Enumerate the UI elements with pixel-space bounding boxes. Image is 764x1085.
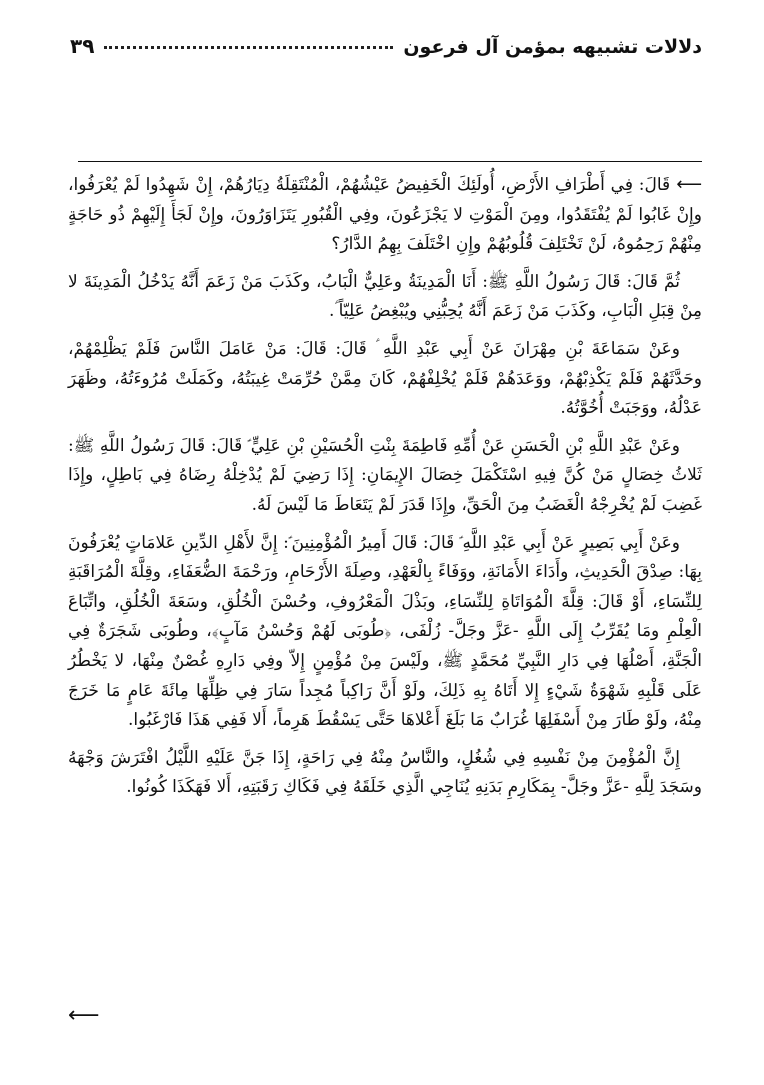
paragraph-3: وعَنْ سَمَاعَةَ بْنِ مِهْرَانَ عَنْ أَبِي عَبْدِ اللَّهِ ؑ قَالَ: قَالَ: مَنْ عَامَلَ النَّاسَ فَلَمْ يَظْلِمْهُمْ، وحَدَّثَهُمْ فَلَمْ يَكْذِبْهُمْ، ووَعَدَهُمْ فَلَمْ يُخْلِفْهُمْ، كَانَ مِمَّنْ حُرِّمَتْ غِيبَتُهُ، وكَمَلَتْ مُرُوءَتُهُ، وظَهَرَ عَدْلُهُ، ووَجَبَتْ أُخُوَّتُهُ. (68, 338, 702, 419)
page-number: ٣٩ (70, 34, 95, 58)
paragraph-1 (68, 170, 702, 260)
dot-leader (104, 46, 393, 49)
page-header (70, 34, 702, 64)
paragraph-4: وعَنْ عَبْدِ اللَّهِ بْنِ الْحَسَنِ عَنْ أُمِّهِ فَاطِمَةَ بِنْتِ الْحُسَيْنِ بْنِ عَلِيٍّ ؑ قَالَ: قَالَ رَسُولُ اللَّهِ ﷺ: ثَلاثُ خِصَالٍ مَنْ كُنَّ فِيهِ اسْتَكْمَلَ خِصَالَ الإِيمَانِ: إِذَا رَضِيَ لَمْ يُدْخِلْهُ رِضَاهُ فِي بَاطِلٍ، وإِذَا غَضِبَ لَمْ يُخْرِجْهُ الْغَضَبُ مِنَ الْحَقِّ، وإِذَا قَدَرَ لَمْ يَتَعَاطَ مَا لَيْسَ لَهُ. (68, 435, 702, 515)
paragraph-2: ثُمَّ قَالَ: قَالَ رَسُولُ اللَّهِ ﷺ: أَنَا الْمَدِينَةُ وعَلِيٌّ الْبَابُ، وكَذَبَ مَنْ زَعَمَ أَنَّهُ يَدْخُلُ الْمَدِينَةَ لا مِنْ قِبَلِ الْبَابِ، وكَذَبَ مَنْ زَعَمَ أَنَّهُ يُحِبُّنِي ويُبْغِضُ عَلِيّاً ؑ. (68, 271, 702, 322)
paragraph-5: وعَنْ أَبِي بَصِيرٍ عَنْ أَبِي عَبْدِ اللَّهِ ؑ قَالَ: قَالَ أَمِيرُ الْمُؤْمِنِينَ ؑ: إِنَّ لأَهْلِ الدِّينِ عَلامَاتٍ يُعْرَفُونَ بِهَا: صِدْقَ الْحَدِيثِ، وأَدَاءَ الأَمَانَةِ، ووَفَاءً بِالْعَهْدِ، وصِلَةَ الأَرْحَامِ، ورَحْمَةَ الضُّعَفَاءِ، وقِلَّةَ الْمُرَاقَبَةِ لِلنِّسَاءِ، أَوْ قَالَ: قِلَّةَ الْمُوَاتَاةِ لِلنِّسَاءِ، وبَذْلَ الْمَعْرُوفِ، وحُسْنَ الْخُلُقِ، وسَعَةَ الْخُلُقِ، واتِّبَاعَ الْعِلْمِ ومَا يُقَرِّبُ إِلَى اللَّهِ -عَزَّ وجَلَّ- زُلْفَى، ﴿طُوبَى لَهُمْ وَحُسْنُ مَآبٍ﴾، وطُوبَى شَجَرَةٌ فِي الْجَنَّةِ، أَصْلُهَا فِي دَارِ النَّبِيِّ مُحَمَّدٍ ﷺ، ولَيْسَ مِنْ مُؤْمِنٍ إِلاّ وفِي دَارِهِ غُصْنٌ مِنْهَا، لا يَخْطُرُ عَلَى قَلْبِهِ شَهْوَةُ شَيْءٍ إِلا أَتَاهُ بِهِ ذَلِكَ، ولَوْ أَنَّ رَاكِباً مُجِداً سَارَ فِي ظِلِّهَا مِائَةَ عَامٍ مَا خَرَجَ مِنْهُ، ولَوْ طَارَ مِنْ أَسْفَلِهَا غُرَابٌ مَا بَلَغَ أَعْلاهَا حَتَّى يَسْقُطَ هَرِماً، أَلا فَفِي هَذَا فَارْغَبُوا. (68, 532, 702, 731)
running-title: دلالات تشبيهه بمؤمن آل فرعون (403, 36, 702, 58)
continuation-arrow-icon: ⟵ (676, 174, 702, 195)
paragraph-6: إِنَّ الْمُؤْمِنَ مِنْ نَفْسِهِ فِي شُغُلٍ، والنَّاسُ مِنْهُ فِي رَاحَةٍ، إِذَا جَنَّ عَلَيْهِ اللَّيْلُ افْتَرَشَ وَجْهَهُ وسَجَدَ لِلَّهِ -عَزَّ وجَلَّ- بِمَكَارِمِ بَدَنِهِ يُنَاجِي الَّذِي خَلَقَهُ فِي فَكَاكِ رَقَبَتِهِ، أَلا فَهَكَذَا كُونُوا. (68, 747, 702, 798)
page-continues-arrow-icon: ⟵ (68, 1003, 100, 1028)
header-rule (78, 161, 702, 162)
body-text (68, 170, 702, 811)
paragraph-1-text: قَالَ: فِي أَطْرَافِ الأَرْضِ، أُولَئِكَ الْخَفِيضُ عَيْشُهُمْ، الْمُنْتَقِلَةُ دِيَارُهُمْ، إِنْ شَهِدُوا لَمْ يُعْرَفُوا، وإِنْ غَابُوا لَمْ يُفْتَقَدُوا، ومِنَ الْمَوْتِ لا يَجْزَعُونَ، وفِي الْقُبُورِ يَتَزَاوَرُونَ، وإِنْ لَجَأَ إِلَيْهِمْ ذُو حَاجَةٍ مِنْهُمْ رَحِمُوهُ، لَنْ تَخْتَلِفَ قُلُوبُهُمْ وإِنِ اخْتَلَفَ بِهِمُ الدَّارُ؟ (68, 175, 702, 255)
